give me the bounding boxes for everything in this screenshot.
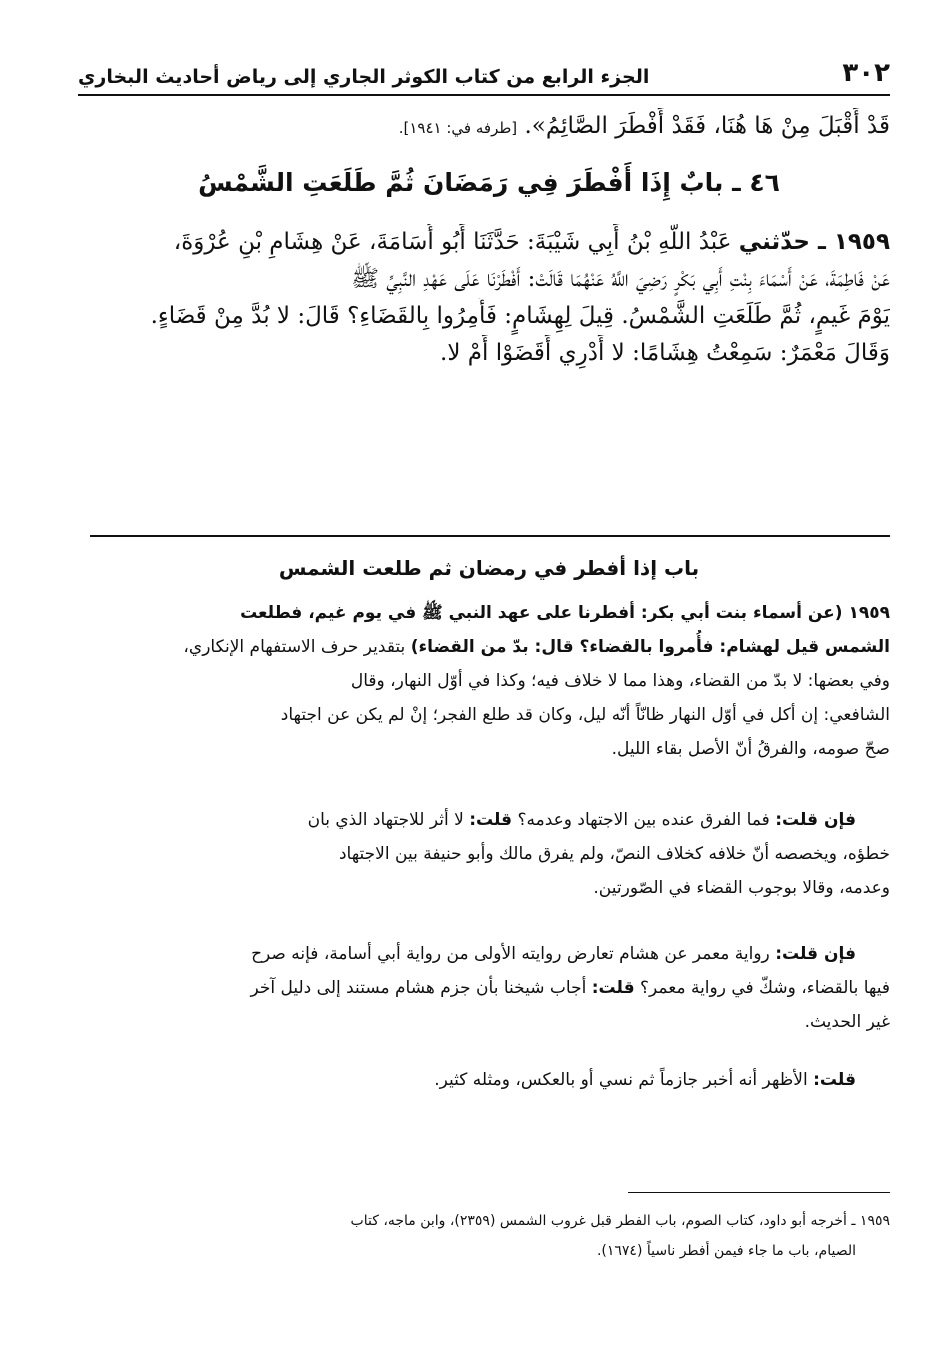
commentary-paragraph-2 <box>88 803 890 905</box>
commentary-paragraph-1 <box>88 596 890 766</box>
hadith-line: عَبْدُ اللَّهِ بْنُ أَبِي شَيْبَةَ: حَدَّثَنَا أَبُو أُسَامَةَ، عَنْ هِشَامِ بْنِ عُرْوَةَ، <box>173 229 732 255</box>
footnote-line: ١٩٥٩ ـ أخرجه أبو داود، كتاب الصوم، باب الفطر قبل غروب الشمس (٢٣٥٩)، وابن ماجه، كتاب <box>350 1213 890 1229</box>
previous-hadith-ending <box>88 108 890 147</box>
commentary-text: فما الفرق عنده بين الاجتهاد وعدمه؟ <box>512 810 776 830</box>
commentary-text: فيها بالقضاء، وشكّ في رواية معمر؟ <box>634 978 890 998</box>
text-line <box>88 224 890 261</box>
commentary-text: أجاب شيخنا بأن جزم هشام مستند إلى دليل آخر <box>250 978 592 998</box>
commentary-paragraph-4 <box>88 1063 890 1097</box>
text-line <box>88 630 890 664</box>
text-line <box>88 596 890 630</box>
commentary-title: باب إذا أفطر في رمضان ثم طلعت الشمس <box>278 556 700 580</box>
commentary-text: خطؤه، ويخصصه أنّ خلافه كخلاف النصّ، ولم يفرق مالك وأبو حنيفة بين الاجتهاد <box>338 844 890 864</box>
quoted-matn: ١٩٥٩ (عن أسماء بنت أبي بكر: أفطرنا على عهد النبي ﷺ في يوم غيم، فطلعت <box>240 603 890 623</box>
quoted-matn: الشمس قيل لهشام: فأُمروا بالقضاء؟ قال: بدّ من القضاء) <box>410 637 890 657</box>
commentary-text: بتقدير حرف الاستفهام الإنكاري، <box>183 637 411 657</box>
commentary-text: وعدمه، وقالا بوجوب القضاء في الصّورتين. <box>593 878 890 898</box>
hadith-line: يَوْمَ غَيمٍ، ثُمَّ طَلَعَتِ الشَّمْسُ. قِيلَ لِهِشَامٍ: فَأُمِرُوا بِالقَضَاءِ؟ قَالَ: لا بُدَّ مِنْ قَضَاءٍ. <box>150 303 890 329</box>
commentary-text: رواية معمر عن هشام تعارض روايته الأولى من رواية أبي أسامة، فإنه صرح <box>251 944 776 964</box>
text-line <box>88 803 890 837</box>
hadith-text: قَدْ أَقْبَلَ مِنْ هَا هُنَا، فَقَدْ أَفْطَرَ الصَّائِمُ». <box>524 113 890 139</box>
commentary-text: الأظهر أنه أخبر جازماً ثم نسي أو بالعكس، ومثله كثير. <box>434 1070 814 1090</box>
question-label: فإن قلت: <box>775 810 856 830</box>
commentary-text: وفي بعضها: لا بدّ من القضاء، وهذا مما لا خلاف فيه؛ وكذا في أوّل النهار، وقال <box>350 671 890 691</box>
footnote-divider <box>628 1192 890 1193</box>
running-title: الجزء الرابع من كتاب الكوثر الجاري إلى رياض أحاديث البخاري <box>78 66 650 88</box>
text-line <box>88 971 890 1005</box>
hadith-number-label: ١٩٥٩ ـ حدّثني <box>738 229 890 255</box>
footnote <box>88 1206 890 1266</box>
text-line <box>88 937 890 971</box>
question-label: فإن قلت: <box>775 944 856 964</box>
answer-label: قلت: <box>469 810 513 830</box>
commentary-text: غير الحديث. <box>804 1012 890 1032</box>
section-divider <box>90 535 890 537</box>
cross-reference: [طرفه في: ١٩٤١]. <box>398 119 518 137</box>
text-line <box>88 1063 890 1097</box>
hadith-1959 <box>88 224 890 372</box>
commentary-text: الشافعي: إن أكل في أوّل النهار ظانّاً أنّه ليل، وكان قد طلع الفجر؛ إنْ لم يكن عن اجتهاد <box>280 705 890 725</box>
footnote-line: الصيام، باب ما جاء فيمن أفطر ناسياً (١٦٧٤). <box>596 1243 856 1259</box>
text-line <box>88 108 890 147</box>
chapter-title: ٤٦ ـ بابٌ إِذَا أَفْطَرَ فِي رَمَضَانَ ثُمَّ طَلَعَتِ الشَّمْسُ <box>198 168 780 197</box>
answer-label: قلت: <box>591 978 635 998</box>
page-header <box>78 52 890 96</box>
hadith-line: عَنْ فَاطِمَةَ، عَنْ أَسْمَاءَ بِنْتِ أَبِي بَكْرٍ رَضِيَ اللَّهُ عَنْهُمَا قَالَتْ: أَفْطَرْنَا عَلَى عَهْدِ النَّبِيِّ ﷺ <box>351 266 890 292</box>
commentary-text: لا أثر للاجتهاد الذي بان <box>307 810 470 830</box>
page-number: ٣٠٢ <box>842 58 890 88</box>
commentary-text: صحّ صومه، والفرقُ أنّ الأصل بقاء الليل. <box>611 739 890 759</box>
commentary-paragraph-3 <box>88 937 890 1039</box>
hadith-line: وَقَالَ مَعْمَرٌ: سَمِعْتُ هِشَامًا: لا أَدْرِي أَقَضَوْا أَمْ لا. <box>440 340 890 366</box>
answer-label: قلت: <box>813 1070 856 1090</box>
